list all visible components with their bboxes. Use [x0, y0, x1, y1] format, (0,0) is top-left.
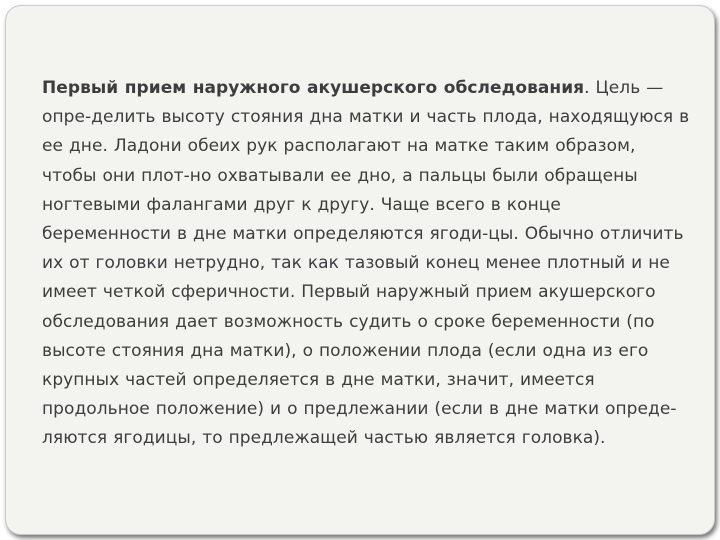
body-text: . Цель — опре-делить высоту стояния дна матки и часть плода, находящуюся в ее дне. Ладони обеих рук располагают на матке таким образом, чтобы они плот-но охватывали ее дно, а пальцы были обращены ногтевыми фалангами друг к другу. Чаще всего в конце беременности в дне матки определяются ягоди-цы. Обычно отличить их от головки нетрудно, так как тазовый конец менее плотный и не имеет четкой сферичности. Первый наружный прием акушерского обследования дает возможность судить о сроке беременности (по высоте стояния дна матки), о положении плода (если одна из его крупных частей определяется в дне матки, значит, имеется продольное положение) и о предлежании (если в дне матки опреде-ляются ягодицы, то предлежащей частью является головка).: [42, 78, 690, 449]
lead-heading: Первый прием наружного акушерского обследования: [42, 78, 585, 98]
body-paragraph: [42, 74, 692, 454]
